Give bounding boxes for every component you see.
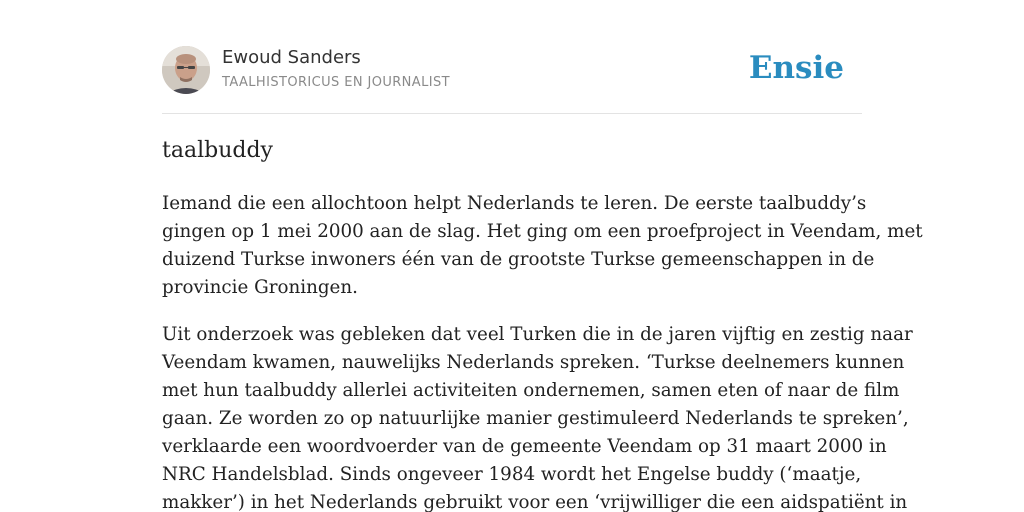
entry-body bbox=[162, 190, 923, 512]
author-name[interactable]: Ewoud Sanders bbox=[222, 47, 361, 68]
text-line: NRC Handelsblad. Sinds ongeveer 1984 wordt het Engelse buddy (‘maatje, bbox=[162, 464, 862, 485]
text-line: duizend Turkse inwoners één van de grootste Turkse gemeenschappen in de bbox=[162, 249, 875, 270]
header-divider bbox=[162, 113, 862, 114]
text-line: gingen op 1 mei 2000 aan de slag. Het ging om een proefproject in Veendam, met bbox=[162, 221, 923, 242]
author-avatar[interactable] bbox=[162, 46, 210, 94]
avatar-photo bbox=[162, 46, 210, 94]
author-header bbox=[162, 46, 862, 96]
text-line: gaan. Ze worden zo op natuurlijke manier gestimuleerd Nederlands te spreken’, bbox=[162, 408, 909, 429]
ensie-logo[interactable]: Ensie bbox=[748, 50, 844, 86]
paragraph bbox=[162, 321, 913, 512]
text-line: verklaarde een woordvoerder van de gemeente Veendam op 31 maart 2000 in bbox=[162, 436, 887, 457]
paragraph bbox=[162, 190, 923, 302]
text-line: provincie Groningen. bbox=[162, 277, 358, 298]
text-line: makker’) in het Nederlands gebruikt voor een ‘vrijwilliger die een aidspatiënt in bbox=[162, 492, 908, 512]
text-line: Veendam kwamen, nauwelijks Nederlands spreken. ‘Turkse deelnemers kunnen bbox=[162, 352, 905, 373]
text-line: Iemand die een allochtoon helpt Nederlands te leren. De eerste taalbuddy’s bbox=[162, 193, 867, 214]
author-role: TAALHISTORICUS EN JOURNALIST bbox=[222, 75, 450, 90]
text-line: met hun taalbuddy allerlei activiteiten ondernemen, samen eten of naar de film bbox=[162, 380, 900, 401]
entry-title: taalbuddy bbox=[162, 138, 273, 163]
text-line: Uit onderzoek was gebleken dat veel Turken die in de jaren vijftig en zestig naar bbox=[162, 324, 913, 345]
